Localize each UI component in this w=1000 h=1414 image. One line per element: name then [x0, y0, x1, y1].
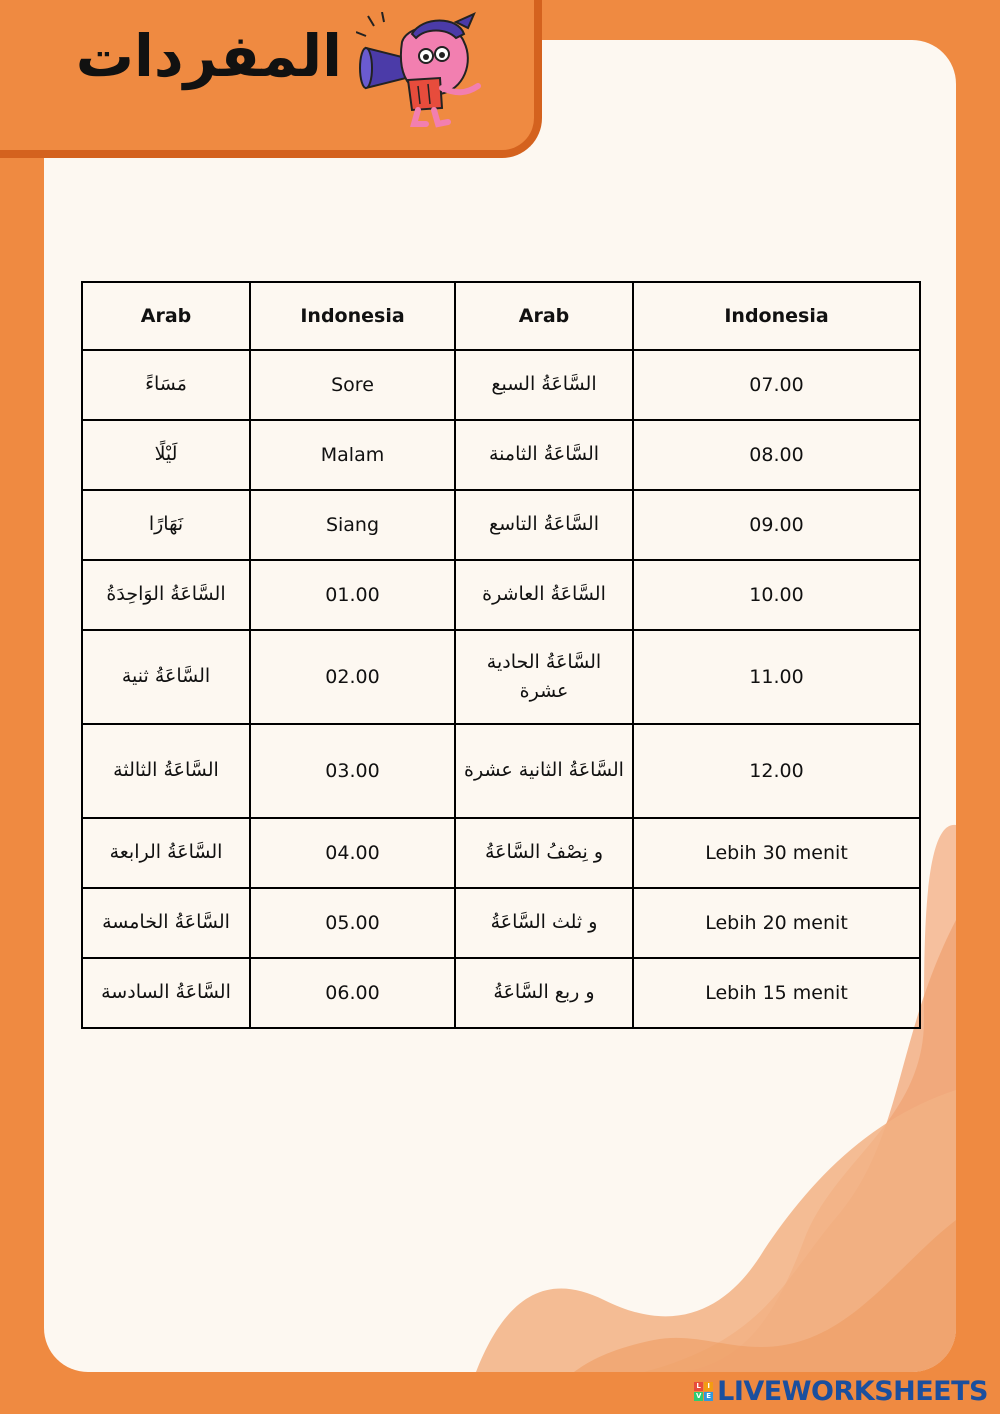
table-cell: Siang — [250, 490, 455, 560]
table-row — [82, 420, 920, 490]
header-arab-1: Arab — [82, 282, 250, 350]
table-cell: السَّاعَةُ التاسع — [455, 490, 633, 560]
table-row — [82, 724, 920, 818]
table-cell: لَيْلًا — [82, 420, 250, 490]
table-cell: السَّاعَةُ الثالثة — [82, 724, 250, 818]
table-cell: Malam — [250, 420, 455, 490]
table-cell: 10.00 — [633, 560, 920, 630]
table-row — [82, 490, 920, 560]
table-row — [82, 630, 920, 724]
table-cell: السَّاعَةُ العاشرة — [455, 560, 633, 630]
table-cell: 09.00 — [633, 490, 920, 560]
table-cell: السَّاعَةُ الثانية عشرة — [455, 724, 633, 818]
table-cell: 11.00 — [633, 630, 920, 724]
table-row — [82, 888, 920, 958]
table-cell: و ثلث السَّاعَةُ — [455, 888, 633, 958]
table-cell: 04.00 — [250, 818, 455, 888]
title-banner — [0, 0, 542, 158]
table-cell: و ربع السَّاعَةُ — [455, 958, 633, 1028]
table-cell: Lebih 20 menit — [633, 888, 920, 958]
table-cell: السَّاعَةُ الثامنة — [455, 420, 633, 490]
table-cell: السَّاعَةُ السادسة — [82, 958, 250, 1028]
logo-letter: L — [694, 1382, 703, 1391]
table-row — [82, 958, 920, 1028]
table-row — [82, 818, 920, 888]
logo-letter: E — [704, 1392, 713, 1401]
table-row — [82, 350, 920, 420]
table-cell: 03.00 — [250, 724, 455, 818]
table-cell: Lebih 30 menit — [633, 818, 920, 888]
table-cell: 08.00 — [633, 420, 920, 490]
header-arab-2: Arab — [455, 282, 633, 350]
table-cell: السَّاعَةُ السبع — [455, 350, 633, 420]
table-cell: 02.00 — [250, 630, 455, 724]
table-cell: 07.00 — [633, 350, 920, 420]
table-header-row — [82, 282, 920, 350]
header-indonesia-1: Indonesia — [250, 282, 455, 350]
table-cell: السَّاعَةُ الرابعة — [82, 818, 250, 888]
page-title: المفردات — [75, 22, 342, 90]
header-indonesia-2: Indonesia — [633, 282, 920, 350]
table-cell: 05.00 — [250, 888, 455, 958]
table-cell: السَّاعَةُ ثنية — [82, 630, 250, 724]
liveworksheets-logo-icon — [694, 1382, 713, 1401]
logo-letter: V — [695, 1391, 702, 1400]
megaphone-mascot-icon — [356, 12, 488, 128]
table-row — [82, 560, 920, 630]
logo-letter: I — [704, 1382, 713, 1391]
brand-name: LIVEWORKSHEETS — [717, 1375, 988, 1407]
table-cell: و نِصْفُ السَّاعَةُ — [455, 818, 633, 888]
table-cell: السَّاعَةُ الوَاحِدَةُ — [82, 560, 250, 630]
vocabulary-table — [81, 281, 921, 1029]
table-cell: مَسَاءً — [82, 350, 250, 420]
table-cell: Sore — [250, 350, 455, 420]
table-cell: السَّاعَةُ الخامسة — [82, 888, 250, 958]
table-cell: 12.00 — [633, 724, 920, 818]
table-cell: نَهَارًا — [82, 490, 250, 560]
table-cell: السَّاعَةُ الحادية عشرة — [455, 630, 633, 724]
table-cell: 01.00 — [250, 560, 455, 630]
table-cell: 06.00 — [250, 958, 455, 1028]
table-cell: Lebih 15 menit — [633, 958, 920, 1028]
liveworksheets-brand[interactable] — [694, 1376, 988, 1406]
